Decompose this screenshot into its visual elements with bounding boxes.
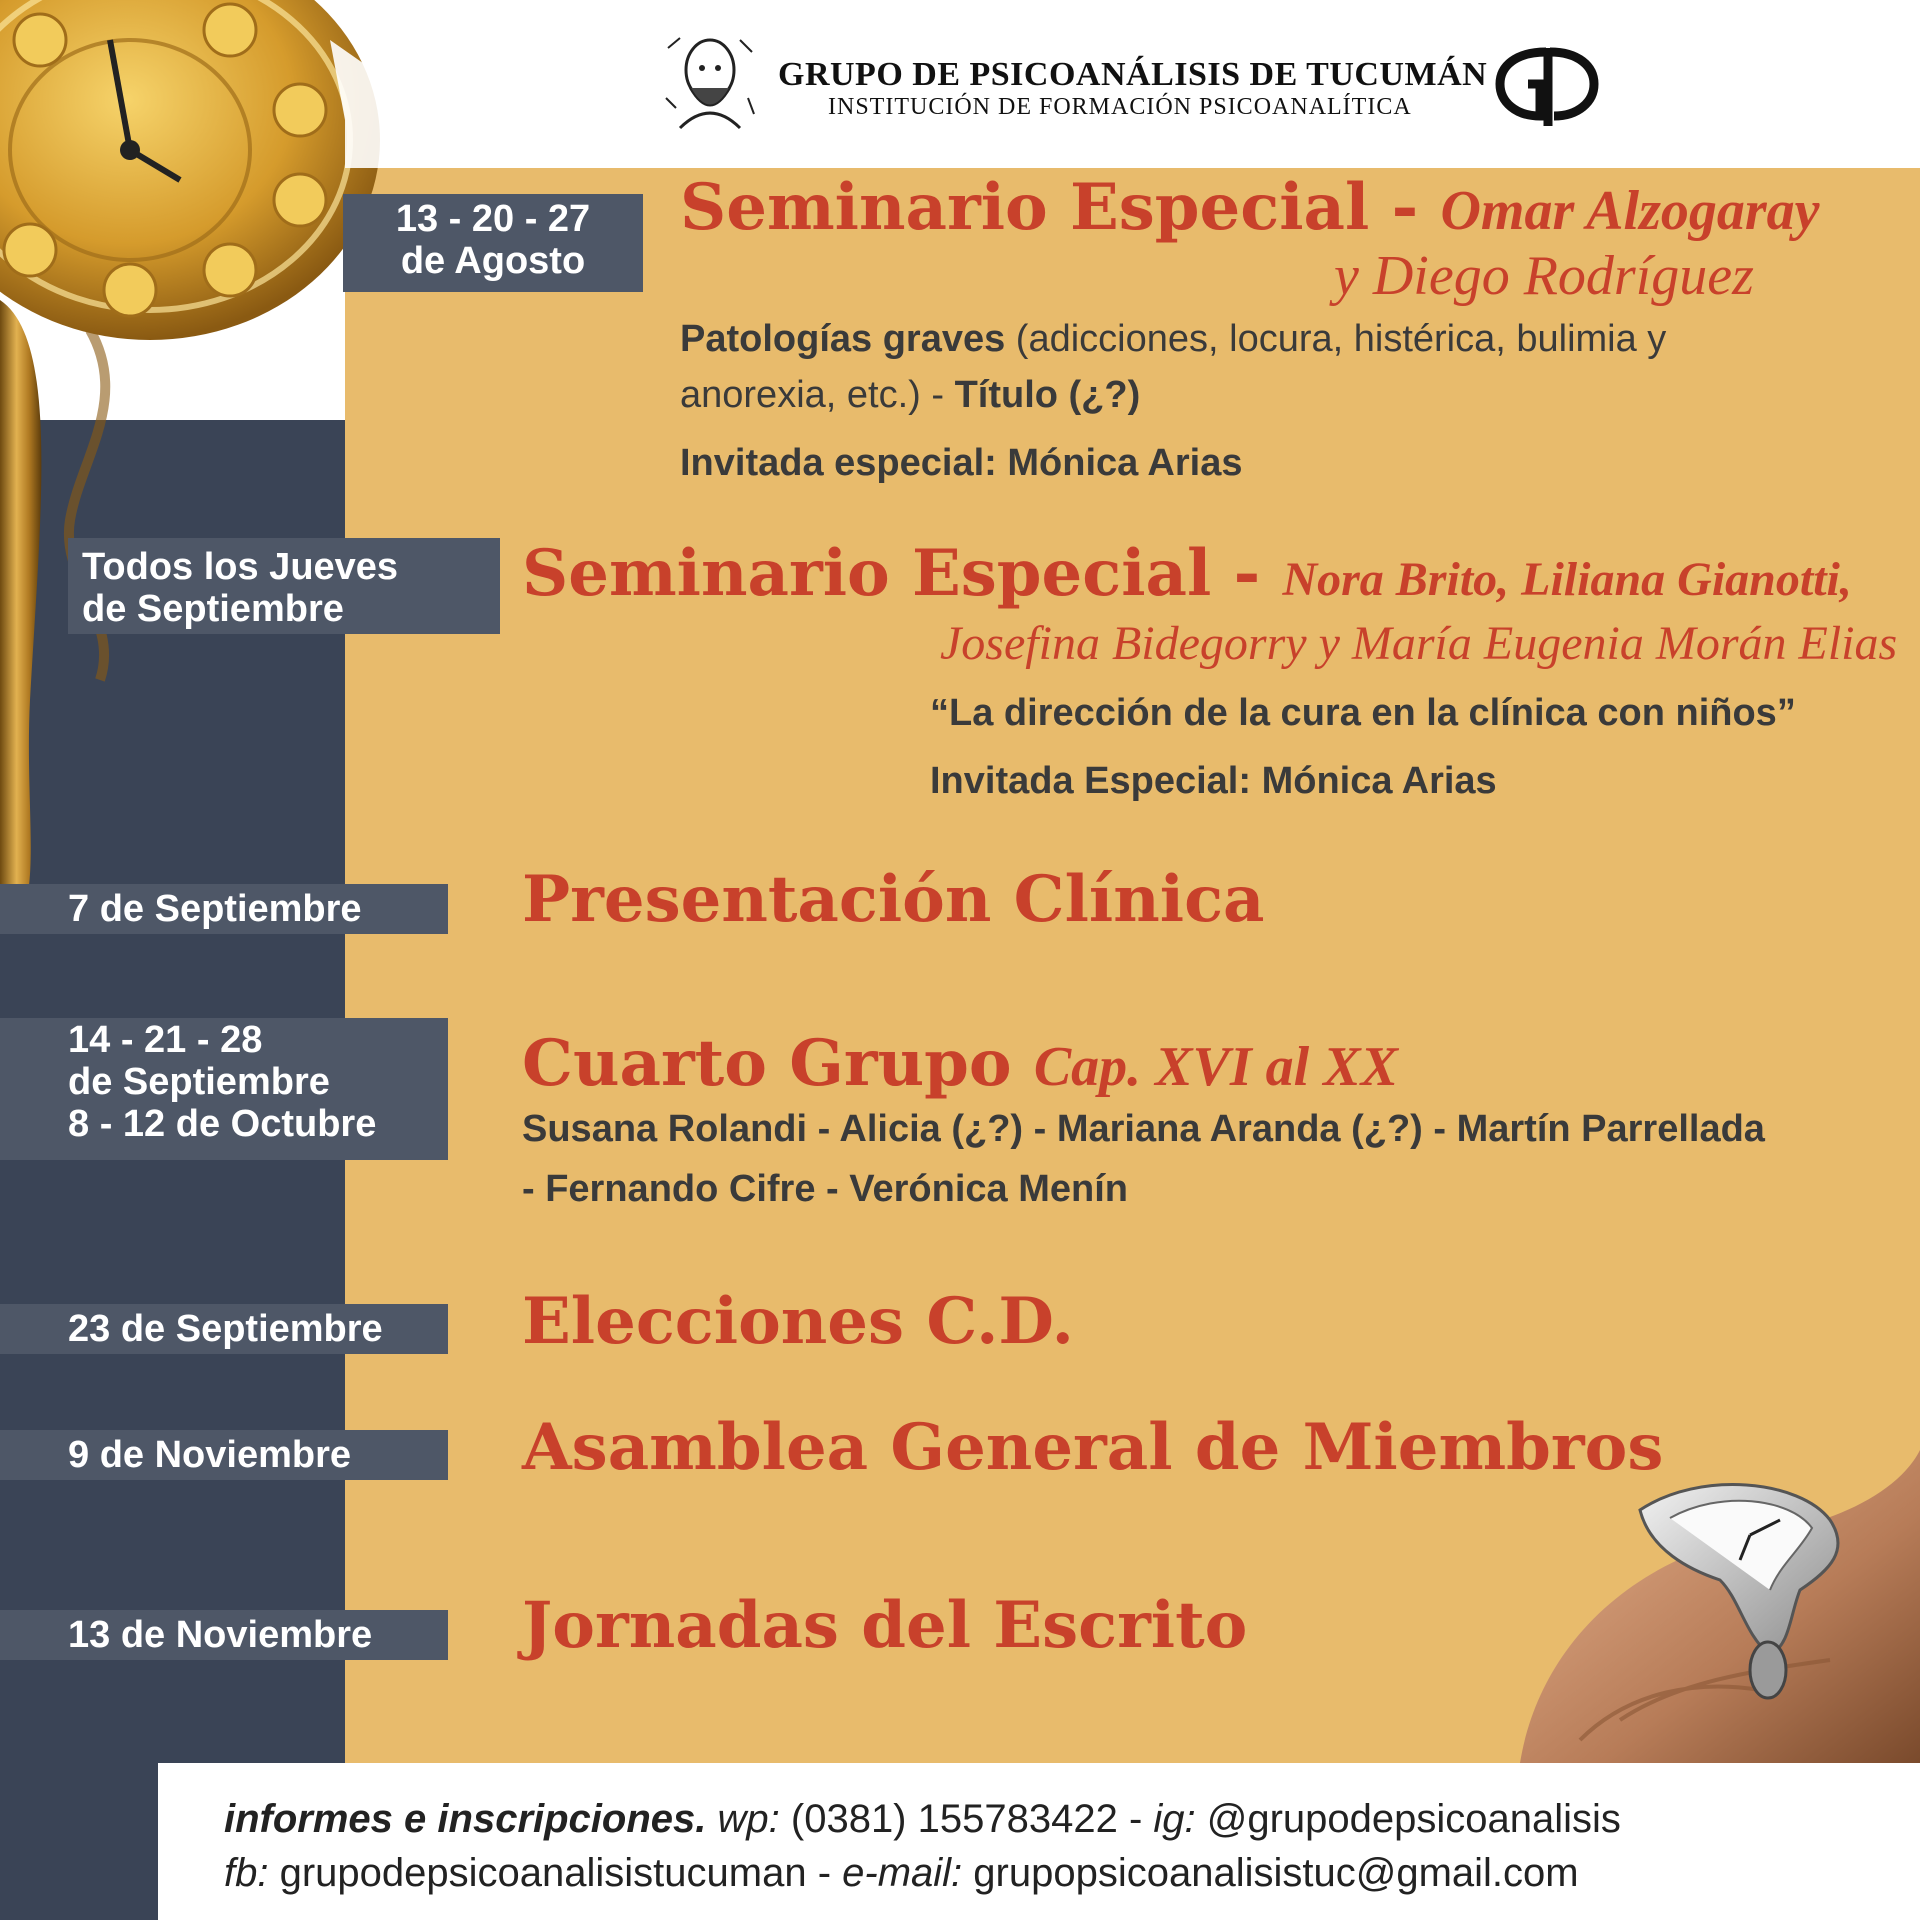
event-2-title: Seminario Especial - — [522, 536, 1283, 611]
event-2-title-line — [522, 538, 1852, 610]
clock-illustration-icon — [0, 0, 430, 920]
event-2-guest: Invitada Especial: Mónica Arias — [930, 760, 1497, 802]
event-1-description-2: anorexia, etc.) - Título (¿?) — [680, 374, 1141, 416]
ig-value: @grupodepsicoanalisis — [1195, 1797, 1621, 1841]
date-line: de Septiembre — [68, 1061, 330, 1103]
event-6-title: Asamblea General de Miembros — [522, 1410, 1664, 1485]
event-1-presenters-1: Omar Alzogaray — [1440, 180, 1820, 242]
date-line: 13 de Noviembre — [68, 1614, 373, 1656]
date-line: 7 de Septiembre — [68, 888, 362, 930]
date-tag-event-4 — [0, 1018, 448, 1160]
freud-portrait-icon — [660, 28, 756, 138]
email-label: e-mail: — [842, 1851, 963, 1895]
event-1-title-line — [680, 172, 1820, 244]
org-subtitle: INSTITUCIÓN DE FORMACIÓN PSICOANALÍTICA — [828, 94, 1412, 120]
date-line: de Septiembre — [82, 588, 344, 630]
date-line: Todos los Jueves — [82, 546, 399, 588]
event-1-presenters-2: y Diego Rodríguez — [1334, 245, 1754, 307]
event-1-guest: Invitada especial: Mónica Arias — [680, 442, 1243, 484]
date-line: 8 - 12 de Octubre — [68, 1103, 377, 1145]
event-4-title: Cuarto Grupo — [522, 1026, 1034, 1101]
fb-label: fb: — [224, 1851, 269, 1895]
footer-label: informes e inscripciones. — [224, 1797, 707, 1841]
event-4-subtitle: Cap. XVI al XX — [1033, 1036, 1398, 1098]
melting-clock-icon — [1500, 1440, 1920, 1763]
event-3-title: Presentación Clínica — [522, 862, 1265, 937]
date-tag-event-1 — [343, 194, 643, 292]
event-2-presenters-1: Nora Brito, Liliana Gianotti, — [1282, 553, 1852, 606]
footer-line-2 — [224, 1846, 1579, 1900]
date-line: 9 de Noviembre — [68, 1434, 351, 1476]
wp-label: wp: — [717, 1797, 780, 1841]
date-column-foot — [0, 1763, 158, 1920]
event-4-title-line — [522, 1028, 1398, 1100]
fb-value: grupodepsicoanalisistucuman - — [268, 1851, 843, 1895]
date-line: 23 de Septiembre — [68, 1308, 383, 1350]
event-7-title: Jornadas del Escrito — [522, 1588, 1248, 1663]
footer-line-1 — [224, 1792, 1621, 1846]
event-1-title: Seminario Especial - — [680, 170, 1441, 245]
event-2-quote: “La dirección de la cura en la clínica con niños” — [930, 692, 1796, 734]
date-tag-event-3 — [0, 884, 448, 934]
date-tag-event-2 — [68, 538, 500, 634]
date-line: 14 - 21 - 28 — [68, 1019, 263, 1061]
gp-monogram-icon — [1494, 44, 1600, 128]
event-5-title: Elecciones C.D. — [522, 1284, 1074, 1359]
event-4-members-2: - Fernando Cifre - Verónica Menín — [522, 1168, 1128, 1210]
wp-value: (0381) 155783422 - — [779, 1797, 1154, 1841]
ig-label: ig: — [1153, 1797, 1196, 1841]
date-tag-event-7 — [0, 1610, 448, 1660]
event-4-members-1: Susana Rolandi - Alicia (¿?) - Mariana Aranda (¿?) - Martín Parrellada — [522, 1108, 1765, 1150]
date-line: de Agosto — [400, 240, 586, 282]
date-tag-event-5 — [0, 1304, 448, 1354]
event-1-description-1: Patologías graves (adicciones, locura, histérica, bulimia y — [680, 318, 1667, 360]
event-2-presenters-2: Josefina Bidegorry y María Eugenia Morán Elias — [940, 617, 1898, 670]
org-title: GRUPO DE PSICOANÁLISIS DE TUCUMÁN — [778, 56, 1488, 93]
date-line: 13 - 20 - 27 — [395, 198, 591, 240]
email-value: grupopsicoanalisistuc@gmail.com — [962, 1851, 1579, 1895]
date-tag-event-6 — [0, 1430, 448, 1480]
